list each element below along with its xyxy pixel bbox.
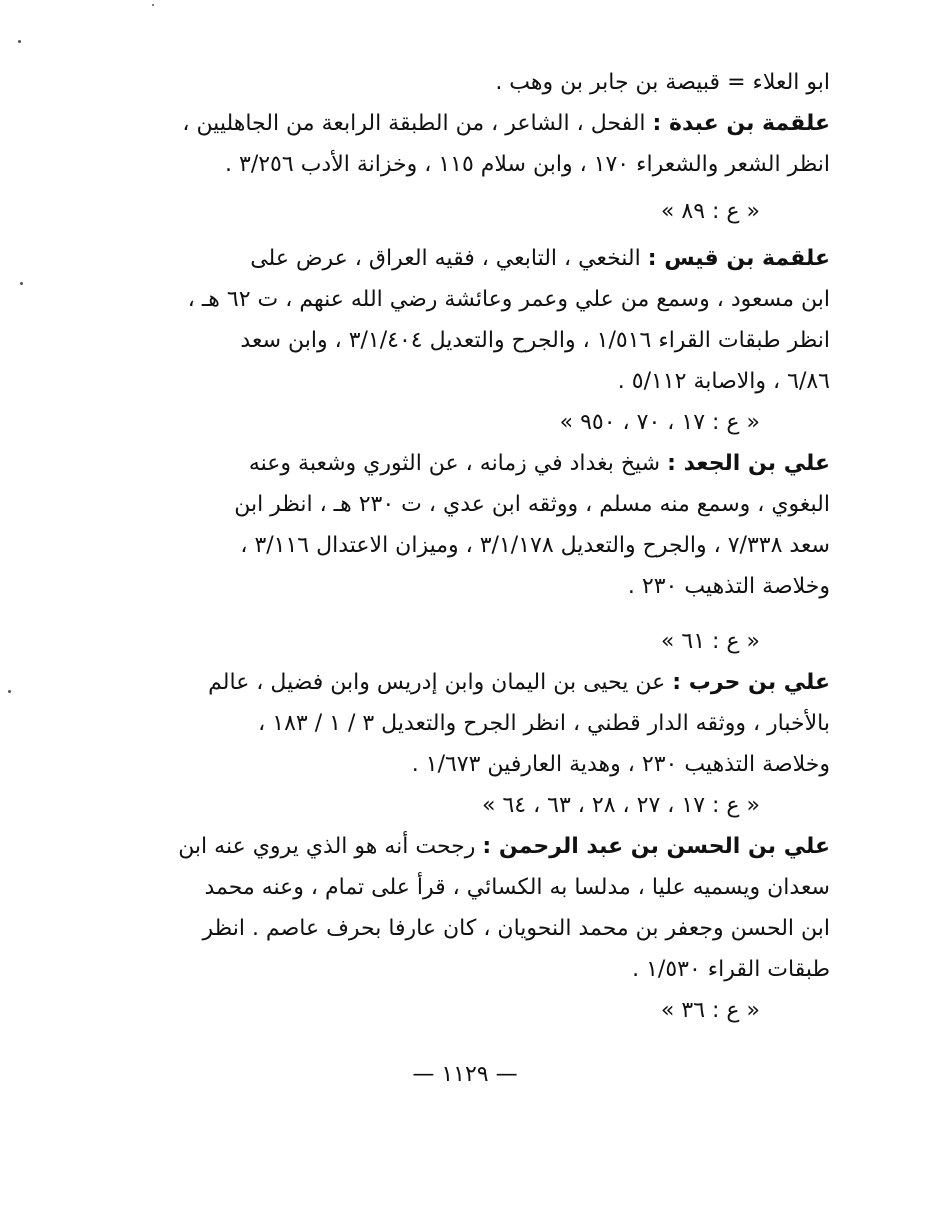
entry-line: سعدان ويسميه عليا ، مدلسا به الكسائي ، قرأ على تمام ، وعنه محمد xyxy=(204,875,830,900)
entry-reference: « ع : ٨٩ » xyxy=(660,199,760,224)
entry-reference: « ع : ١٧ ، ٢٧ ، ٢٨ ، ٦٣ ، ٦٤ » xyxy=(481,793,760,818)
entry-line: طبقات القراء ١/٥٣٠ . xyxy=(632,957,830,982)
entry-line: وخلاصة التذهيب ٢٣٠ . xyxy=(627,574,830,599)
entry-line xyxy=(205,443,830,484)
entry-line xyxy=(182,103,830,144)
entry-reference: « ع : ٣٦ » xyxy=(660,998,760,1023)
scan-speck xyxy=(18,40,21,43)
entry-text: رجحت أنه هو الذي يروي عنه ابن xyxy=(178,834,476,859)
entry-line xyxy=(178,826,830,867)
entry-head: علقمة بن عبدة : xyxy=(652,111,830,136)
entries-text xyxy=(178,62,830,1031)
entry-line: ابن الحسن وجعفر بن محمد النحويان ، كان عارفا بحرف عاصم . انظر xyxy=(202,916,830,941)
scan-speck xyxy=(8,690,11,693)
entry-head: علي بن حرب : xyxy=(672,670,830,695)
entry-head: علي بن الجعد : xyxy=(667,451,830,476)
entry-line xyxy=(205,238,830,279)
page-number: — ١١٢٩ — xyxy=(412,1062,518,1087)
entry-line: وخلاصة التذهيب ٢٣٠ ، وهدية العارفين ١/٦٧٣ . xyxy=(411,752,830,777)
entry-head: علي بن الحسن بن عبد الرحمن : xyxy=(482,834,830,859)
scan-speck xyxy=(20,282,23,285)
entry-line: انظر الشعر والشعراء ١٧٠ ، وابن سلام ١١٥ ، وخزانة الأدب ٣/٢٥٦ . xyxy=(225,152,830,177)
entry-line: البغوي ، وسمع منه مسلم ، ووثقه ابن عدي ، ت ٢٣٠ هـ ، انظر ابن xyxy=(234,492,830,517)
entry-head: علقمة بن قيس : xyxy=(647,246,830,271)
entry-line: ابو العلاء = قبيصة بن جابر بن وهب . xyxy=(495,70,830,95)
entry-text: الفحل ، الشاعر ، من الطبقة الرابعة من الجاهليين ، xyxy=(182,111,646,136)
entry-line xyxy=(205,662,830,703)
scan-speck xyxy=(152,4,154,6)
entry-text: شيخ بغداد في زمانه ، عن الثوري وشعبة وعنه xyxy=(248,451,661,476)
entry-text: عن يحيى بن اليمان وابن إدريس وابن فضيل ، عالم xyxy=(208,670,666,695)
entry-line: بالأخبار ، ووثقه الدار قطني ، انظر الجرح والتعديل ٣ / ١ / ١٨٣ ، xyxy=(258,711,830,736)
entry-line: ٦/٨٦ ، والاصابة ٥/١١٢ . xyxy=(617,369,830,394)
entry-line: سعد ٧/٣٣٨ ، والجرح والتعديل ٣/١/١٧٨ ، وميزان الاعتدال ٣/١١٦ ، xyxy=(240,533,830,558)
entry-line: انظر طبقات القراء ١/٥١٦ ، والجرح والتعديل ٣/١/٤٠٤ ، وابن سعد xyxy=(240,328,830,353)
entry-text: النخعي ، التابعي ، فقيه العراق ، عرض على xyxy=(250,246,641,271)
entry-reference: « ع : ١٧ ، ٧٠ ، ٩٥٠ » xyxy=(559,410,760,435)
entry-line: ابن مسعود ، وسمع من علي وعمر وعائشة رضي الله عنهم ، ت ٦٢ هـ ، xyxy=(187,287,830,312)
entry-reference: « ع : ٦١ » xyxy=(660,629,760,654)
